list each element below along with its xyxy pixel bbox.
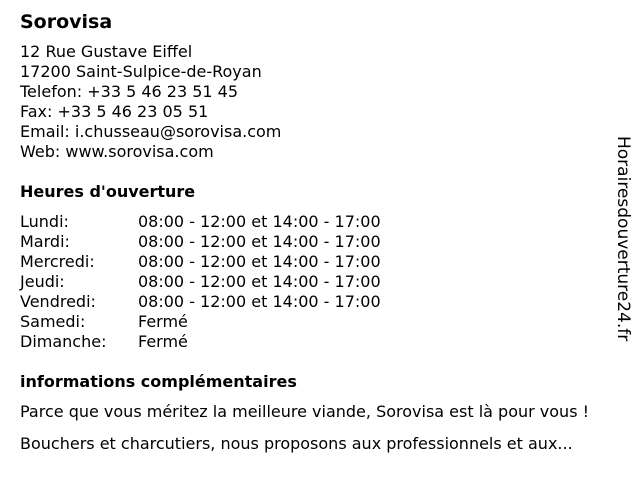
hours-row-friday <box>20 292 620 312</box>
street-address: 12 Rue Gustave Eiffel <box>20 42 193 61</box>
hours-day-label: Lundi: <box>20 212 69 231</box>
hours-time-value: 08:00 - 12:00 et 14:00 - 17:00 <box>138 272 381 291</box>
site-watermark: Horairesdouverture24.fr <box>613 136 633 342</box>
business-card <box>20 10 620 454</box>
hours-time-value: 08:00 - 12:00 et 14:00 - 17:00 <box>138 232 381 251</box>
hours-day-label: Vendredi: <box>20 292 96 311</box>
additional-info-heading: informations complémentaires <box>20 372 297 391</box>
hours-time-value: 08:00 - 12:00 et 14:00 - 17:00 <box>138 292 381 311</box>
hours-row-thursday <box>20 272 620 292</box>
hours-time-value: 08:00 - 12:00 et 14:00 - 17:00 <box>138 212 381 231</box>
hours-day-label: Mardi: <box>20 232 70 251</box>
fax-number: Fax: +33 5 46 23 05 51 <box>20 102 209 121</box>
opening-hours-table <box>20 212 620 352</box>
contact-block <box>20 42 620 162</box>
business-name: Sorovisa <box>20 11 113 33</box>
hours-row-saturday <box>20 312 620 332</box>
city-address: 17200 Saint-Sulpice-de-Royan <box>20 62 262 81</box>
hours-time-value: Fermé <box>138 332 188 351</box>
info-paragraph-truncated: Bouchers et charcutiers, nous proposons aux professionnels et aux... <box>20 434 573 453</box>
email-address[interactable]: Email: i.chusseau@sorovisa.com <box>20 122 282 141</box>
opening-hours-heading: Heures d'ouverture <box>20 182 196 201</box>
hours-day-label: Mercredi: <box>20 252 95 271</box>
hours-time-value: 08:00 - 12:00 et 14:00 - 17:00 <box>138 252 381 271</box>
hours-row-wednesday <box>20 252 620 272</box>
hours-day-label: Samedi: <box>20 312 86 331</box>
hours-time-value: Fermé <box>138 312 188 331</box>
hours-row-monday <box>20 212 620 232</box>
hours-day-label: Jeudi: <box>20 272 65 291</box>
website-link[interactable]: Web: www.sorovisa.com <box>20 142 214 161</box>
hours-row-tuesday <box>20 232 620 252</box>
hours-row-sunday <box>20 332 620 352</box>
phone-number[interactable]: Telefon: +33 5 46 23 51 45 <box>20 82 239 101</box>
info-paragraph: Parce que vous méritez la meilleure viande, Sorovisa est là pour vous ! <box>20 402 590 421</box>
hours-day-label: Dimanche: <box>20 332 107 351</box>
